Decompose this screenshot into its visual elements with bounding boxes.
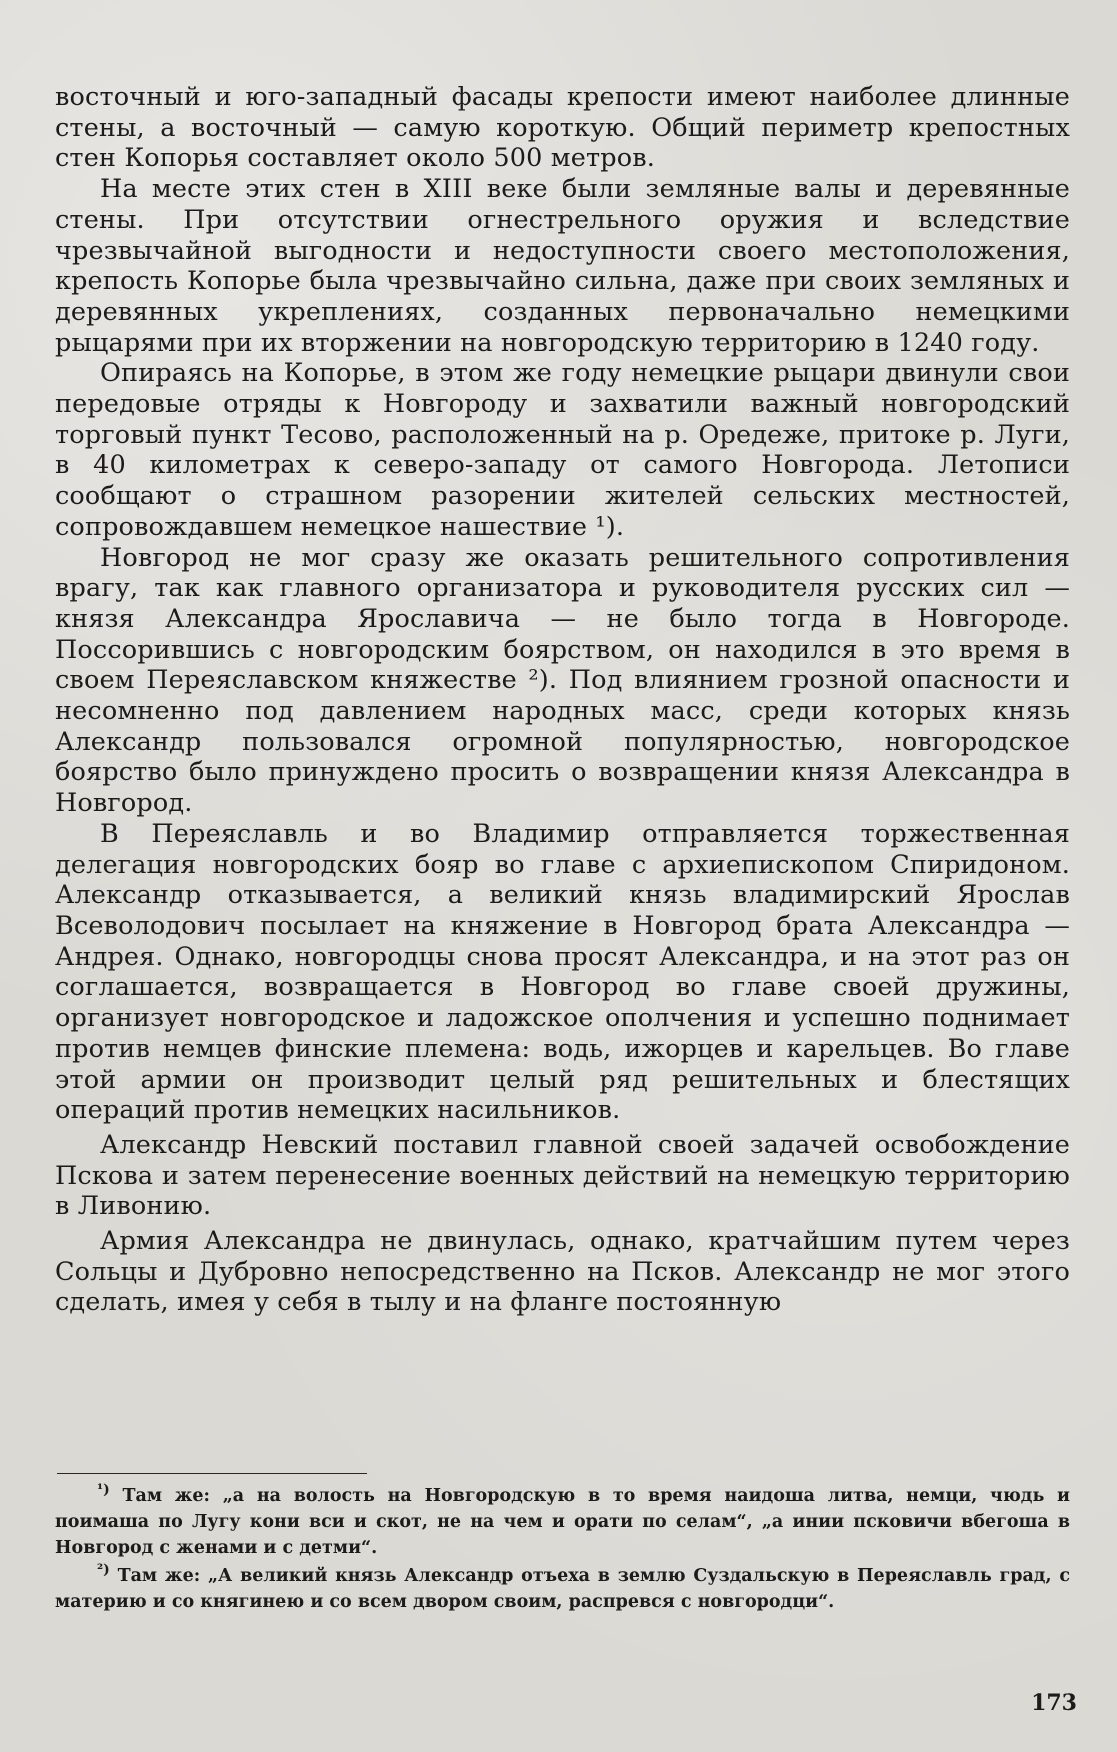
paragraph-5: В Переяславль и во Владимир отправляется торжественная делегация новгородских бояр во главе с архиепископом Спиридоном. Александр отказывается, а великий князь владимирский Ярослав Всеволодович посылает на княжение в Новгород брата Александра — Андрея. Однако, новгородцы снова просят Александра, и на этот раз он соглашается, возвращается в Новгород во главе своей дружины, организует новгородское и ладожское ополчения и успешно поднимает против немцев финские племена: водь, ижорцев и карельцев. Во главе этой армии он производит целый ряд решительных и блестящих операций против немецких насильников. (55, 818, 1070, 1126)
paragraph-1: восточный и юго-западный фасады крепости имеют наиболее длинные стены, а восточный — самую короткую. Общий периметр крепостных стен Копорья составляет около 500 метров. (55, 82, 1070, 174)
main-text (55, 82, 1070, 1318)
footnote-2-text: Там же: „А великий князь Александр отъеха в землю Суздальскую в Переяславль град, с материю и со княгинею и со всем двором своим, распревся с новгородци“. (55, 1566, 1070, 1612)
footnote-1-text: Там же: „а на волость на Новгородскую в то время наидоша литва, немци, чюдь и поимаша по Лугу кони вси и скот, не на чем и орати по селам“, „а инии псковичи вбегоша в Новгород с женами и с детми“. (55, 1486, 1071, 1558)
footnote-1-mark: ¹) (97, 1482, 110, 1499)
paragraph-4: Новгород не мог сразу же оказать решительного сопротивления врагу, так как главного организатора и руководителя русских сил — князя Александра Ярославича — не было тогда в Новгороде. Поссорившись с новгородским боярством, он находился в это время в своем Переяславском княжестве ²). Под влиянием грозной опасности и несомненно под давлением народных масс, среди которых князь Александр пользовался огромной популярностью, новгородское боярство было принуждено просить о возвращении князя Александра в Новгород. (55, 542, 1070, 819)
paragraph-6: Александр Невский поставил главной своей задачей освобождение Пскова и затем перенесение военных действий на немецкую территорию в Ливонию. (55, 1129, 1070, 1222)
footnote-2 (55, 1563, 1070, 1615)
footnotes (55, 1483, 1070, 1617)
page-number: 173 (1031, 1690, 1077, 1716)
footnote-divider (57, 1473, 367, 1474)
paragraph-7: Армия Александра не двинулась, однако, кратчайшим путем через Сольцы и Дубровно непосредственно на Псков. Александр не мог этого сделать, имея у себя в тылу и на фланге постоянную (55, 1226, 1070, 1318)
footnote-2-mark: ²) (97, 1562, 110, 1579)
paragraph-3: Опираясь на Копорье, в этом же году немецкие рыцари двинули свои передовые отряды к Новгороду и захватили важный новгородский торговый пункт Тесово, расположенный на р. Оредеже, притоке р. Луги, в 40 километрах к северо-западу от самого Новгорода. Летописи сообщают о страшном разорении жителей сельских местностей, сопровождавшем немецкое нашествие ¹). (55, 358, 1070, 542)
footnote-1 (55, 1483, 1070, 1561)
paragraph-2: На месте этих стен в XIII веке были земляные валы и деревянные стены. При отсутствии огнестрельного оружия и вследствие чрезвычайной выгодности и недоступности своего местоположения, крепость Копорье была чрезвычайно сильна, даже при своих земляных и деревянных укреплениях, созданных первоначально немецкими рыцарями при их вторжении на новгородскую территорию в 1240 году. (55, 174, 1070, 358)
